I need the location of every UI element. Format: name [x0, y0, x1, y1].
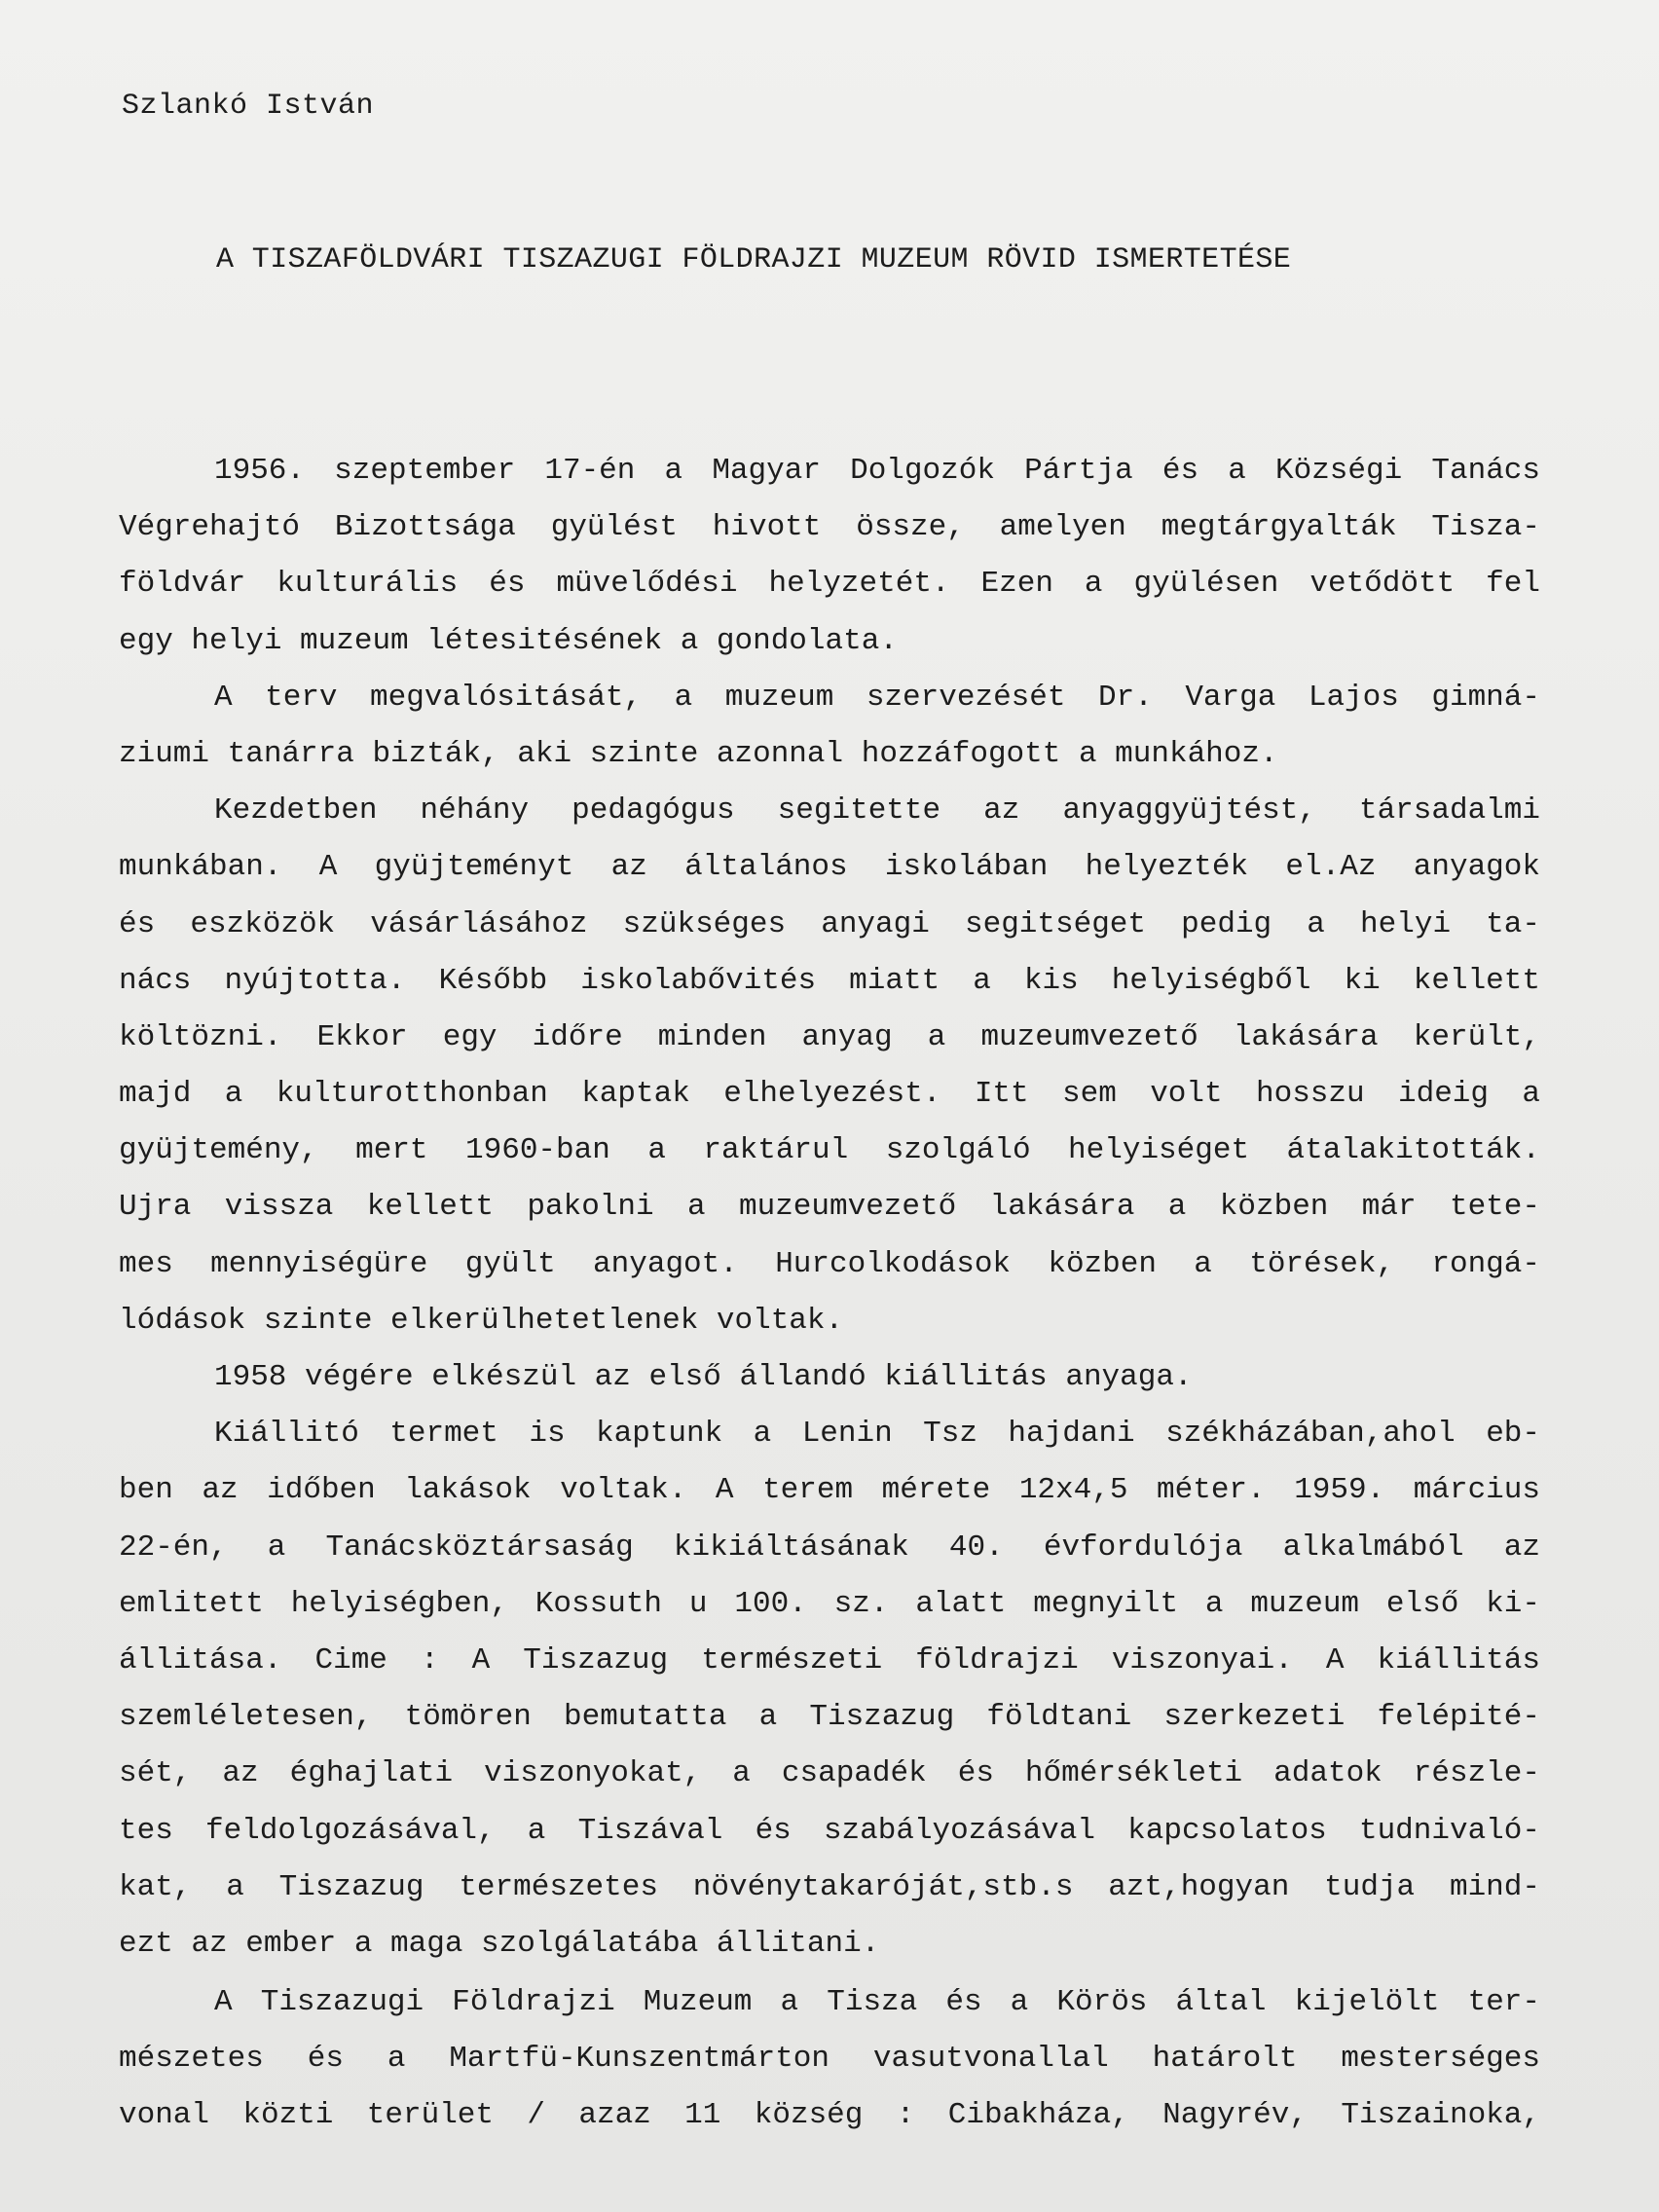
- text-line: mes mennyiségüre gyült anyagot. Hurcolkodások közben a törések, rongá-: [119, 1246, 1540, 1281]
- text-line: állitása. Cime : A Tiszazug természeti földrajzi viszonyai. A kiállitás: [119, 1642, 1540, 1677]
- text-line: nács nyújtotta. Később iskolabővités miatt a kis helyiségből ki kellett: [119, 963, 1540, 998]
- text-line: A terv megvalósitását, a muzeum szervezését Dr. Varga Lajos gimná-: [214, 680, 1540, 715]
- text-line: költözni. Ekkor egy időre minden anyag a muzeumvezető lakására került,: [119, 1019, 1540, 1054]
- text-line: vonal közti terület / azaz 11 község : Cibakháza, Nagyrév, Tiszainoka,: [119, 2098, 1540, 2133]
- text-line: majd a kulturotthonban kaptak elhelyezést. Itt sem volt hosszu ideig a: [119, 1077, 1540, 1112]
- text-line: szemléletesen, tömören bemutatta a Tiszazug földtani szerkezeti felépité-: [119, 1700, 1540, 1735]
- author-name: Szlankó István: [122, 90, 375, 123]
- text-line: kat, a Tiszazug természetes növénytakaróját,stb.s azt,hogyan tudja mind-: [119, 1869, 1540, 1904]
- text-line: és eszközök vásárlásához szükséges anyagi segitséget pedig a helyi ta-: [119, 906, 1540, 941]
- text-line: 22-én, a Tanácsköztársaság kikiáltásának 40. évfordulója alkalmából az: [119, 1530, 1540, 1565]
- text-line: 1958 végére elkészül az első állandó kiállitás anyaga.: [214, 1360, 1193, 1394]
- text-line: mészetes és a Martfü-Kunszentmárton vasutvonallal határolt mesterséges: [119, 2042, 1540, 2077]
- text-line: A Tiszazugi Földrajzi Muzeum a Tisza és a Körös által kijelölt ter-: [214, 1985, 1540, 2020]
- text-line: gyüjtemény, mert 1960-ban a raktárul szolgáló helyiséget átalakitották.: [119, 1133, 1540, 1168]
- text-line: Kiállitó termet is kaptunk a Lenin Tsz hajdani székházában,ahol eb-: [214, 1417, 1540, 1452]
- text-line: ziumi tanárra bizták, aki szinte azonnal hozzáfogott a munkához.: [119, 736, 1278, 771]
- text-line: ezt az ember a maga szolgálatába állitani.: [119, 1926, 880, 1961]
- text-line: sét, az éghajlati viszonyokat, a csapadék és hőmérsékleti adatok részle-: [119, 1756, 1540, 1791]
- text-line: 1956. szeptember 17-én a Magyar Dolgozók Pártja és a Községi Tanács: [214, 454, 1540, 488]
- document-title: A TISZAFÖLDVÁRI TISZAZUGI FÖLDRAJZI MUZEUM RÖVID ISMERTETÉSE: [216, 243, 1292, 276]
- text-line: Végrehajtó Bizottsága gyülést hivott össze, amelyen megtárgyalták Tisza-: [119, 510, 1540, 545]
- text-line: egy helyi muzeum létesitésének a gondolata.: [119, 623, 898, 658]
- text-line: emlitett helyiségben, Kossuth u 100. sz. alatt megnyilt a muzeum első ki-: [119, 1586, 1540, 1621]
- text-line: földvár kulturális és müvelődési helyzetét. Ezen a gyülésen vetődött fel: [119, 567, 1540, 602]
- text-line: tes feldolgozásával, a Tiszával és szabályozásával kapcsolatos tudnivaló-: [119, 1813, 1540, 1848]
- text-line: Ujra vissza kellett pakolni a muzeumvezető lakására a közben már tete-: [119, 1190, 1540, 1225]
- text-line: ben az időben lakások voltak. A terem mérete 12x4,5 méter. 1959. március: [119, 1473, 1540, 1508]
- body-text: [119, 443, 1540, 2145]
- text-line: munkában. A gyüjteményt az általános iskolában helyezték el.Az anyagok: [119, 850, 1540, 885]
- text-line: lódások szinte elkerülhetetlenek voltak.: [119, 1303, 844, 1338]
- text-line: Kezdetben néhány pedagógus segitette az anyaggyüjtést, társadalmi: [214, 793, 1540, 829]
